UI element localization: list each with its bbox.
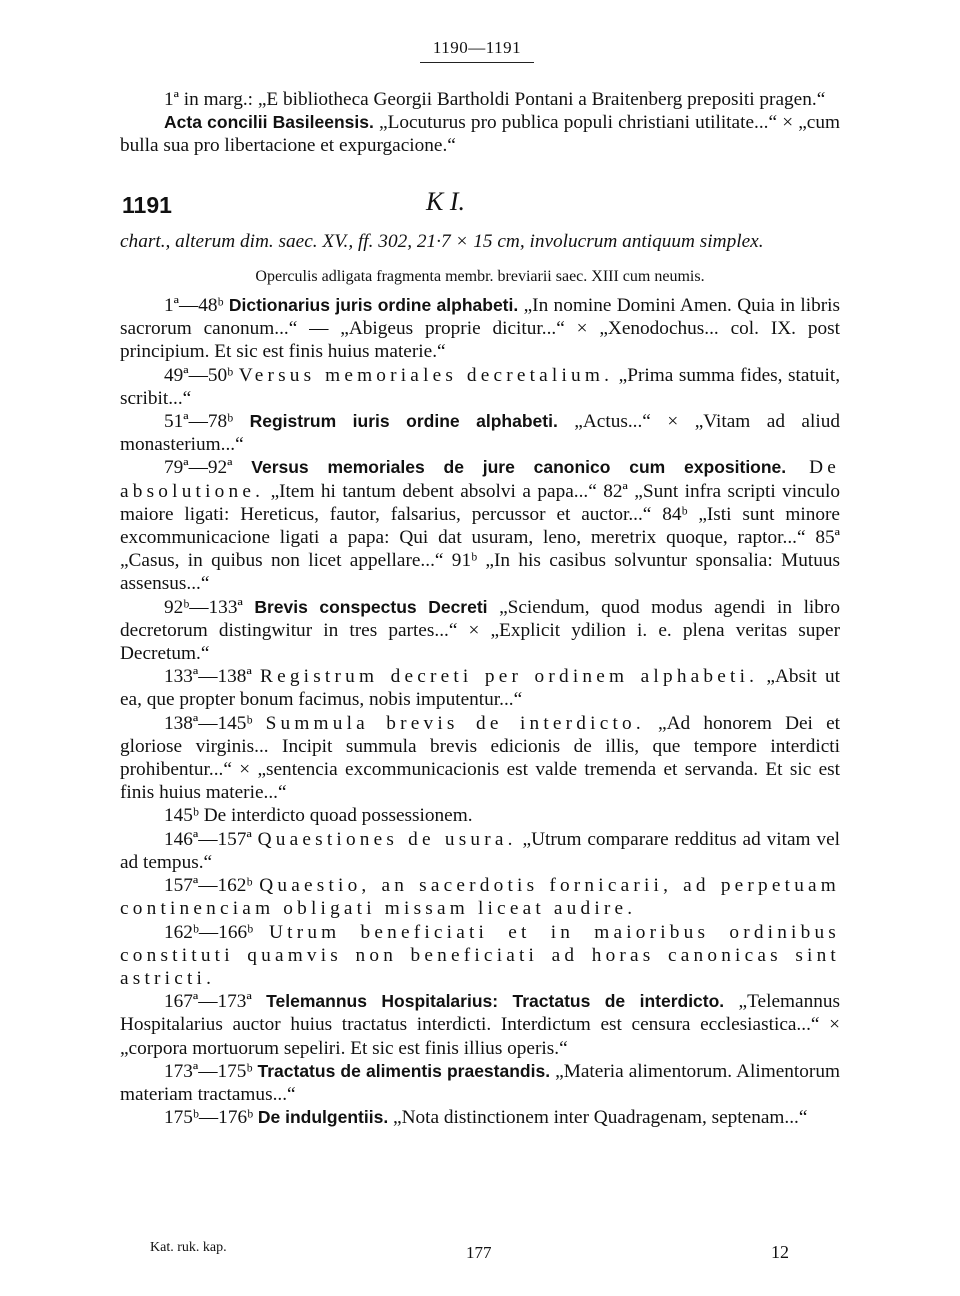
item-text: „Telemannus Hospitalarius auctor huius tractatus interdicti. Interdictum est censura ecclesiastica...“ × „corpora mortuorum sepeliri. Et sic est finis illius operis.“ bbox=[120, 991, 840, 1059]
contents-item bbox=[120, 410, 840, 456]
catalog-text bbox=[120, 88, 840, 1129]
contents-item bbox=[120, 456, 840, 595]
contents-item bbox=[120, 712, 840, 805]
physical-description: chart., alterum dim. saec. XV., ff. 302, 21·7 × 15 cm, involucrum antiquum simplex. bbox=[120, 230, 764, 252]
item-spaced-title: De absolutione. bbox=[120, 457, 840, 502]
binding-note: Operculis adligata fragmenta membr. breviarii saec. XIII cum neumis. bbox=[255, 267, 705, 285]
item-folio: 1ª—48ᵇ bbox=[164, 295, 229, 317]
item-title: Brevis conspectus Decreti bbox=[254, 596, 488, 617]
item-text: „Sciendum, quod modus agendi in libro decretorum distingwitur in tres partes...“ × „Explicit ydilion i. e. plena veritas super Decretum.“ bbox=[120, 596, 840, 665]
acta-paragraph bbox=[120, 111, 840, 157]
item-folio: 175ᵇ—176ᵇ bbox=[164, 1107, 258, 1129]
footer-sheet-number: 12 bbox=[771, 1242, 789, 1262]
margin-note: 1ª in marg.: „E bibliotheca Georgii Bartholdi Pontani a Braitenberg prepositi pragen.“ bbox=[164, 89, 826, 110]
item-folio: 173ª—175ᵇ bbox=[164, 1060, 258, 1082]
item-title: Dictionarius juris ordine alphabeti. bbox=[228, 295, 519, 316]
item-title: De indulgentiis. bbox=[257, 1107, 389, 1128]
footer-signature: Kat. ruk. kap. bbox=[150, 1240, 227, 1255]
item-folio: 49ª—50ᵇ bbox=[164, 364, 239, 386]
item-text: „Absit ut ea, que propter bonum facimus, nobis imputentur...“ bbox=[120, 666, 840, 711]
item-text: „Materia alimentorum. Alimentorum materiam tractamus...“ bbox=[120, 1060, 840, 1105]
item-spaced-title: Quaestio, an sacerdotis fornicarii, ad perpetuam continenciam obligati missam liceat audire. bbox=[120, 875, 840, 920]
contents-item bbox=[120, 1106, 840, 1129]
entry-heading bbox=[120, 186, 840, 230]
contents-item bbox=[120, 874, 840, 920]
item-spaced-title: Registrum decreti per ordinem alphabeti. bbox=[260, 666, 759, 688]
item-text: „Prima summa fides, statuit, scribit...“ bbox=[120, 364, 841, 409]
contents-item bbox=[120, 828, 840, 874]
acta-title: Acta concilii Basileensis. bbox=[164, 112, 374, 133]
contents-item bbox=[120, 804, 840, 827]
item-spaced-title: Quaestiones de usura. bbox=[257, 828, 517, 850]
spacer bbox=[120, 253, 840, 265]
shelfmark: K I. bbox=[426, 186, 465, 216]
item-title: Tractatus de alimentis praestandis. bbox=[257, 1060, 551, 1081]
item-folio: 133ª—138ª bbox=[164, 666, 261, 688]
item-text: „In nomine Domini Amen. Quia in libris sacrorum canonum...“ — „Abigeus proprie dicitur...“ × „Xenodochus... col. IX. post principium. Et sic est finis huius materie.“ bbox=[120, 295, 841, 363]
item-folio: 167ª—173ª bbox=[164, 991, 267, 1013]
spacer bbox=[120, 158, 840, 190]
item-text: „Nota distinctionem inter Quadragenam, septenam...“ bbox=[388, 1107, 808, 1129]
item-folio: 146ª—157ª bbox=[164, 828, 258, 850]
item-spaced-title: Summula brevis de interdicto. bbox=[265, 712, 645, 734]
footer-page-number: 177 bbox=[466, 1243, 492, 1262]
contents-item bbox=[120, 665, 840, 711]
item-title: Versus memoriales de jure canonico cum expositione. bbox=[251, 457, 787, 478]
contents-item bbox=[120, 596, 840, 666]
acta-text: „Locuturus pro publica populi christiani utilitate...“ × „cum bulla sua pro libertacione et expurgacione.“ bbox=[120, 112, 841, 157]
item-text: „Utrum comparare redditus ad vitam vel ad tempus.“ bbox=[120, 828, 840, 873]
item-folio: 79ª—92ª bbox=[164, 457, 252, 479]
item-folio: 51ª—78ᵇ bbox=[164, 411, 250, 433]
contents-item bbox=[120, 294, 840, 364]
item-folio: 157ª—162ᵇ bbox=[164, 875, 260, 897]
page-header: 1190—1191 bbox=[420, 38, 534, 63]
item-text: „Actus...“ × „Vitam ad aliud monasterium...“ bbox=[120, 411, 840, 456]
contents-list bbox=[120, 294, 840, 1129]
item-folio: 145ᵇ bbox=[164, 805, 204, 827]
contents-item bbox=[120, 364, 840, 410]
item-spaced-title: Versus memoriales decretalium. bbox=[238, 364, 614, 386]
item-title: Registrum iuris ordine alphabeti. bbox=[249, 411, 558, 432]
item-folio: 138ª—145ᵇ bbox=[164, 712, 266, 734]
item-text: „Item hi tantum debent absolvi a papa...“ 82ª „Sunt infra scripti vinculo maiore ligati: Hereticus, fautor, falsarius, percussor et auctor...“ 84ᵇ „Isti sunt minore excommunicacione ligati a papa: Qui dat usuram, leno, meretrix quoque, raptor...“ 85ª „Casus, in quibus non licet appellare...“ 91ᵇ „In his casibus solvuntur sponsalia: Mutuus assensus...“ bbox=[120, 480, 840, 595]
contents-item bbox=[120, 990, 840, 1060]
item-title: Telemannus Hospitalarius: Tractatus de interdicto. bbox=[266, 991, 725, 1012]
item-text: De interdicto quoad possessionem. bbox=[203, 805, 473, 827]
contents-item bbox=[120, 921, 840, 991]
contents-item bbox=[120, 1060, 840, 1106]
item-text: „Ad honorem Dei et gloriose virginis... Incipit summula brevis edicionis de illis, que tempore interdicti prohibentur...“ × „sentencia excommunicacionis est valde tremenda et servanda. Et sic est finis huius materie...“ bbox=[120, 712, 841, 804]
item-spaced-title: Utrum beneficiati et in maioribus ordinibus constituti quamvis non beneficiati ad horas canonicas sint astricti. bbox=[120, 921, 840, 989]
item-folio: 92ᵇ—133ª bbox=[164, 596, 255, 618]
item-folio: 162ᵇ—166ᵇ bbox=[164, 921, 270, 943]
entry-number: 1191 bbox=[122, 191, 172, 218]
